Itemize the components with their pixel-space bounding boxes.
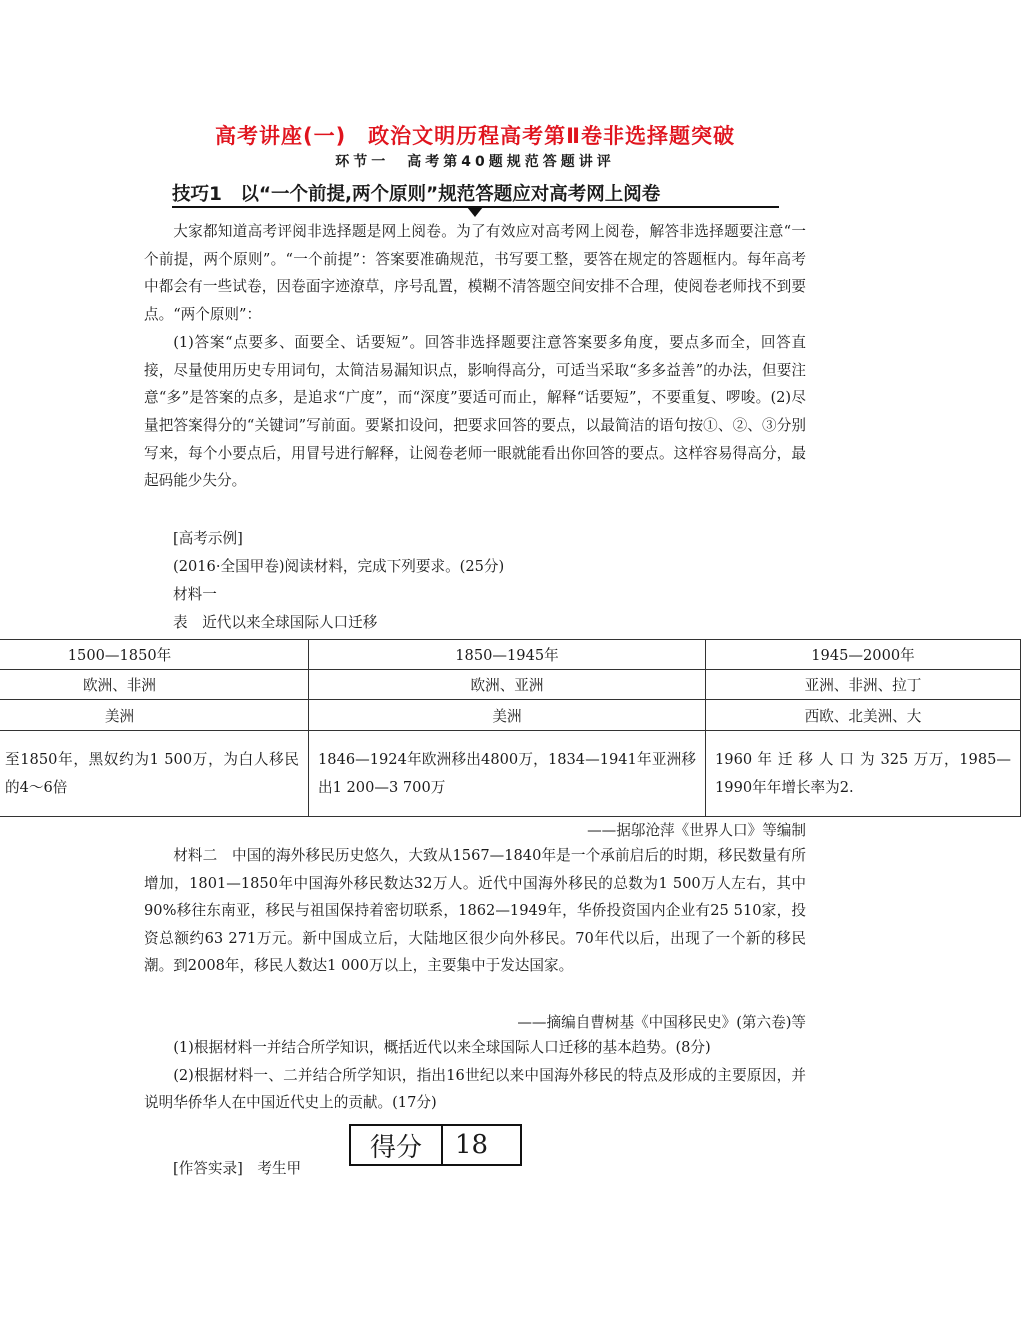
table-cell: 欧洲、非洲 <box>0 670 309 700</box>
down-arrow-icon <box>467 207 483 217</box>
table-cell: 美洲 <box>309 700 706 731</box>
table-cell: 西欧、北美洲、大 <box>706 700 1021 731</box>
lecture-title: 高考讲座(一) 政治文明历程高考第Ⅱ卷非选择题突破 <box>214 124 736 148</box>
table-cell: 1500—1850年 <box>0 640 309 670</box>
score-box <box>349 1124 522 1166</box>
questions <box>144 1034 806 1117</box>
table-cell: 1945—2000年 <box>706 640 1021 670</box>
table-cell: 至1850年，黑奴约为1 500万，为白人移民的4～6倍 <box>0 731 309 817</box>
example-label: [高考示例] <box>173 530 243 547</box>
intro-paragraph-1: 大家都知道高考评阅非选择题是网上阅卷。为了有效应对高考网上阅卷，解答非选择题要注意“一个前提，两个原则”。“一个前提”：答案要准确规范，书写要工整，要答在规定的答题框内。每年高考中都会有一些试卷，因卷面字迹潦草，序号乱置，模糊不清答题空间安排不合理，使阅卷老师找不到要点。“两个原则”： <box>144 223 806 324</box>
question-1: (1)根据材料一并结合所学知识，概括近代以来全球国际人口迁移的基本趋势。(8分) <box>173 1039 711 1056</box>
table-cell: 欧洲、亚洲 <box>309 670 706 700</box>
material1-label: 材料一 <box>173 586 217 603</box>
section-subtitle: 环节一 高考第40题规范答题讲评 <box>335 154 615 170</box>
table-row-periods <box>0 640 1021 670</box>
material1-source: ——据邬沧萍《世界人口》等编制 <box>587 822 806 839</box>
table-cell: 美洲 <box>0 700 309 731</box>
table-cell: 1960 年 迁 移 人 口 为 325 万万，1985—1990年年增长率为2. <box>706 731 1021 817</box>
table-cell: 1846—1924年欧洲移出4800万，1834—1941年亚洲移出1 200—3 700万 <box>309 731 706 817</box>
intro-paragraph-2: (1)答案“点要多、面要全、话要短”。回答非选择题要注意答案要多角度，要点多而全，回答直接，尽量使用历史专用词句，太简洁易漏知识点，影响得高分，可适当采取“多多益善”的办法，但要注意“多”是答案的点多，是追求“广度”，而“深度”要适可而止，解释“话要短”，不要重复、啰唆。(2)尽量把答案得分的“关键词”写前面。要紧扣设问，把要求回答的要点，以最简洁的语句按①、②、③分别写来，每个小要点后，用冒号进行解释，让阅卷老师一眼就能看出你回答的要点。这样容易得高分，最起码能少失分。 <box>144 333 806 490</box>
material2-block <box>144 842 806 980</box>
answer-record-label: [作答实录] 考生甲 <box>173 1160 302 1177</box>
material2-text: 材料二 中国的海外移民历史悠久，大致从1567—1840年是一个承前启后的时期，移民数量有所增加，1801—1850年中国海外移民数达32万人。近代中国海外移民的总数为1 500万人左右，其中90%移往东南亚，移民与祖国保持着密切联系，1862—1949年，华侨投资国内企业有25 510家，投资总额约63 271万元。新中国成立后，大陆地区很少向外移民。70年代以后，出现了一个新的移民潮。到2008年，移民人数达1 000万以上，主要集中于发达国家。 <box>144 847 806 974</box>
migration-table <box>0 639 1021 817</box>
table-cell: 1850—1945年 <box>309 640 706 670</box>
question-intro: (2016·全国甲卷)阅读材料，完成下列要求。(25分) <box>173 558 505 575</box>
table-caption: 表 近代以来全球国际人口迁移 <box>173 614 378 631</box>
question-2: (2)根据材料一、二并结合所学知识，指出16世纪以来中国海外移民的特点及形成的主要原因，并说明华侨华人在中国近代史上的贡献。(17分) <box>144 1066 806 1111</box>
table-cell: 亚洲、非洲、拉丁 <box>706 670 1021 700</box>
table-row-destinations <box>0 700 1021 731</box>
table-row-origins <box>0 670 1021 700</box>
score-label: 得分 <box>351 1126 443 1164</box>
material2-source: ——摘编自曹树基《中国移民史》(第六卷)等 <box>517 1014 806 1031</box>
score-value: 18 <box>455 1130 489 1160</box>
table-row-notes <box>0 731 1021 817</box>
intro-text <box>144 218 806 495</box>
skill-heading: 技巧1 以“一个前提,两个原则”规范答题应对高考网上阅卷 <box>172 184 661 205</box>
